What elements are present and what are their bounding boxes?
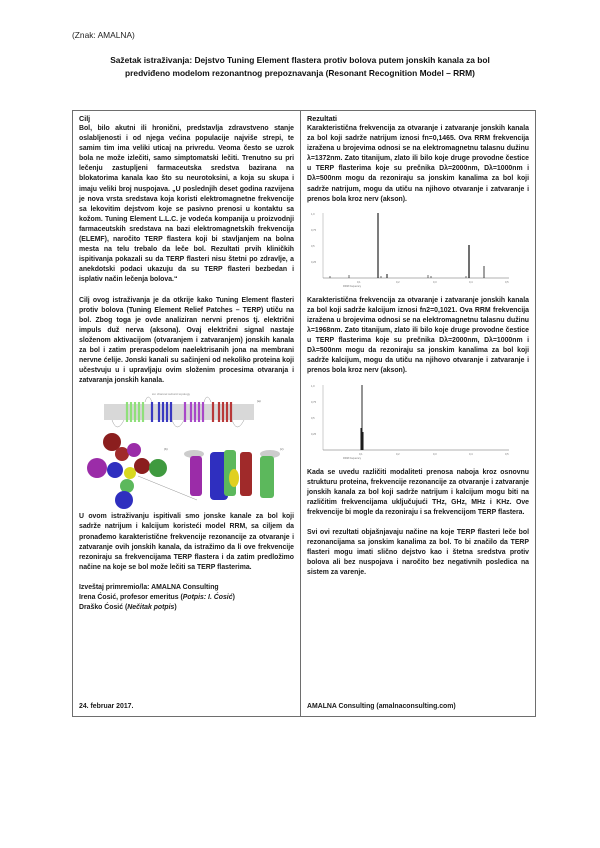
svg-text:0,4: 0,4 <box>469 452 473 456</box>
objective-column <box>73 111 301 716</box>
svg-text:0,3: 0,3 <box>433 280 437 284</box>
objective-heading: Cilj <box>79 114 91 123</box>
document-sign: (Znak: AMALNA) <box>72 30 135 40</box>
svg-text:0,5: 0,5 <box>505 280 509 284</box>
svg-text:RRM frequency: RRM frequency <box>343 284 362 288</box>
svg-text:(a): (a) <box>256 399 261 404</box>
results-heading: Rezultati <box>307 114 337 123</box>
calcium-rrm-spectrum-chart <box>309 381 529 466</box>
objective-paragraph-3: U ovom istraživanju ispitivali smo jonske kanale za bol koji sadrže natrijum i kalcijum koristeći model RRM, sa ciljem da pronađemo karakteristične frekvencije rezonancije za otvaranje i zatvaranje ovih jonskih kanala, da istražimo da li ove frekvencije rezoniraju sa frekvencijama TERP flastera i da zatim predložimo načine na koje se bol može lečiti sa TERP flasterima. <box>79 513 295 571</box>
svg-text:0,1: 0,1 <box>357 280 361 284</box>
svg-text:0,5: 0,5 <box>311 416 315 420</box>
svg-text:ion channel subunit topology: ion channel subunit topology <box>151 392 190 397</box>
report-date: 24. februar 2017. <box>79 702 134 710</box>
author-1-signature: Potpis: I. Ćosić <box>182 594 233 601</box>
author-2-signature: Nečitak potpis <box>127 604 175 612</box>
sodium-rrm-spectrum-chart <box>309 209 529 294</box>
title-line-2: predviđeno modelom rezonantnog prepoznavanja (Resonant Recognition Model – RRM) <box>125 68 475 78</box>
svg-text:0,1: 0,1 <box>359 452 363 456</box>
title-line-1: Sažetak istraživanja: Dejstvo Tuning Element flastera protiv bolova putem jonskih kanala za bol <box>110 55 490 65</box>
results-column <box>301 111 535 716</box>
results-paragraph-1: Karakteristična frekvencija za otvaranje i zatvaranje jonskih kanala za bol koji sadrže natrijum iznosi fn=0,1465. Ova RRM frekvencija izražena u brojevima odnosi se na elektromagnetnu talasnu dužinu λ=1372nm. Zato titanijum, zlato ili bilo koje druge provodne čestice u TERP flasterima koje su prečnika Dλ=2000nm, Dλ=1000nm i Dλ=500nm mogu da rezoniraju sa jonskim kanalima za bol koji sadrže natrijum, mogu da utiču na njihovo otvaranje i zatvaranje i prenos bola kroz nerv (akson). <box>307 125 529 203</box>
svg-text:0,2: 0,2 <box>396 280 400 284</box>
author-1: Irena Ćosić, profesor emeritus (Potpis: I. Ćosić) <box>79 594 235 601</box>
svg-text:0,5: 0,5 <box>311 244 315 248</box>
svg-text:1,0: 1,0 <box>311 212 315 216</box>
svg-text:(c): (c) <box>279 447 283 452</box>
results-paragraph-2: Karakteristična frekvencija za otvaranje i zatvaranje jonskih kanala za bol koji sadrže kalcijum iznosi fn2=0,1021. Ova RRM frekvencija izražena u brojevima odnosi se na elektromagnetnu talasnu dužinu λ=1968nm. Zato titanijum, zlato ili bilo koje druge provodne čestice u TERP flasterima koje su prečnika Dλ=2000nm, Dλ=1000nm i Dλ=500nm mogu da rezoniraju sa jonskim kanalima za bol koji sadrže kalcijum, mogu da utiču na njihovo otvaranje i zatvaranje i prenos bola kroz nerv (akson). <box>307 296 529 375</box>
ion-channel-protein-structure-figure <box>82 390 292 510</box>
svg-text:RRM frequency: RRM frequency <box>343 456 362 460</box>
results-paragraph-3: Kada se uvedu različiti modaliteti prenosa naboja kroz osnovnu strukturu proteina, frekvencije rezonancije za otvaranje i zatvaranje jonskih kanala za bol koji sadrže natrijum i kalcijum mogu biti na različitim frekvencijama uključujući THz, GHz, MHz i KHz. Ove frekvencije bi mogle da rezoniraju i sa frekvencijom TERP flastera. <box>307 468 529 516</box>
svg-text:0,3: 0,3 <box>433 452 437 456</box>
svg-text:0,4: 0,4 <box>469 280 473 284</box>
svg-text:0,5: 0,5 <box>505 452 509 456</box>
company-footer: AMALNA Consulting (amalnaconsulting.com) <box>307 702 456 710</box>
author-2: Draško Ćosić (Nečitak potpis) <box>79 604 177 612</box>
prepared-by: Izveštaj primremio/la: AMALNA Consulting <box>79 583 219 591</box>
document-title <box>60 54 540 80</box>
svg-text:(b): (b) <box>163 447 168 452</box>
svg-text:0,2: 0,2 <box>396 452 400 456</box>
svg-text:1,0: 1,0 <box>311 384 315 388</box>
svg-text:0,25: 0,25 <box>311 432 317 436</box>
objective-paragraph-1: Bol, bilo akutni ili hronični, predstavlja zdravstveno stanje oslabljenosti i od njega većina populacije najviše strepi, te samim tim ima veliki uticaj na privredu. Veoma često se uzrok bola ne može izlečiti, samo simptomatski lečiti. Trenutno su pri lečenju zastupljeni farmaceutska sredstva bazirana na blokatorima kanala kao što su neurotoksini, a koja su skupa i imaju veliki broj nuspojava. „U poslednjih deset godina razvijena je nova vrsta sredstava koja koristi elektromagnetne frekvencije sa lekovitim dejstvom koje se pasivno prenosi u kontaktu sa kožom. Tuning Element L.L.C. je vodeća kompanija u proizvodnji farmaceutskih sredstava na bazi elektromagnetskih frekvencija (ELEMF), naročito TERP flastera koji bi stavljanjem na bolna mesta na telu trebalo da leče bol. Rezultati prvih kliničkih ispitivanja pokazali su da TERP flasteri nisu štetni po zdravlje, a anekdotski podaci ukazuju da su TERP flasteri bezbedan i isplativ način lečenja bolova.“ <box>79 125 295 284</box>
objective-paragraph-2: Cilj ovog istraživanja je da otkrije kako Tuning Element flasteri protiv bolova (Tuning Element Relief Patches – TERP) utiču na bol. Zbog toga je ovde analiziran nervni prenos tj. električni impuls duž nerva (aksona). Ovaj električni signal nastaje složenom aktivacijom (otvaranjem i zatvaranjem) jonskih kanala za bol i zatim preraspodelom naelektrisanih jona na membrani nervne ćelije. Jonski kanali su sačinjeni od nekoliko proteina koji učestvuju u i upravljaju ovim složenim procesima otvaranja i zatvaranja jonskih kanala. <box>79 296 295 385</box>
results-paragraph-4: Svi ovi rezultati objašnjavaju načine na koje TERP flasteri leče bol rezonancijama sa jonskim kanalima za bol. To bi značilo da TERP flasteri mogu imati slično dejstvo kao i štetna sredstva protiv bolova ali bez nuspojava i naročito bez negativnih posledica na sistem za varenje. <box>307 528 529 577</box>
svg-text:0,75: 0,75 <box>311 228 317 232</box>
svg-text:0,25: 0,25 <box>311 260 317 264</box>
summary-table <box>72 110 536 717</box>
svg-text:0,75: 0,75 <box>311 400 317 404</box>
